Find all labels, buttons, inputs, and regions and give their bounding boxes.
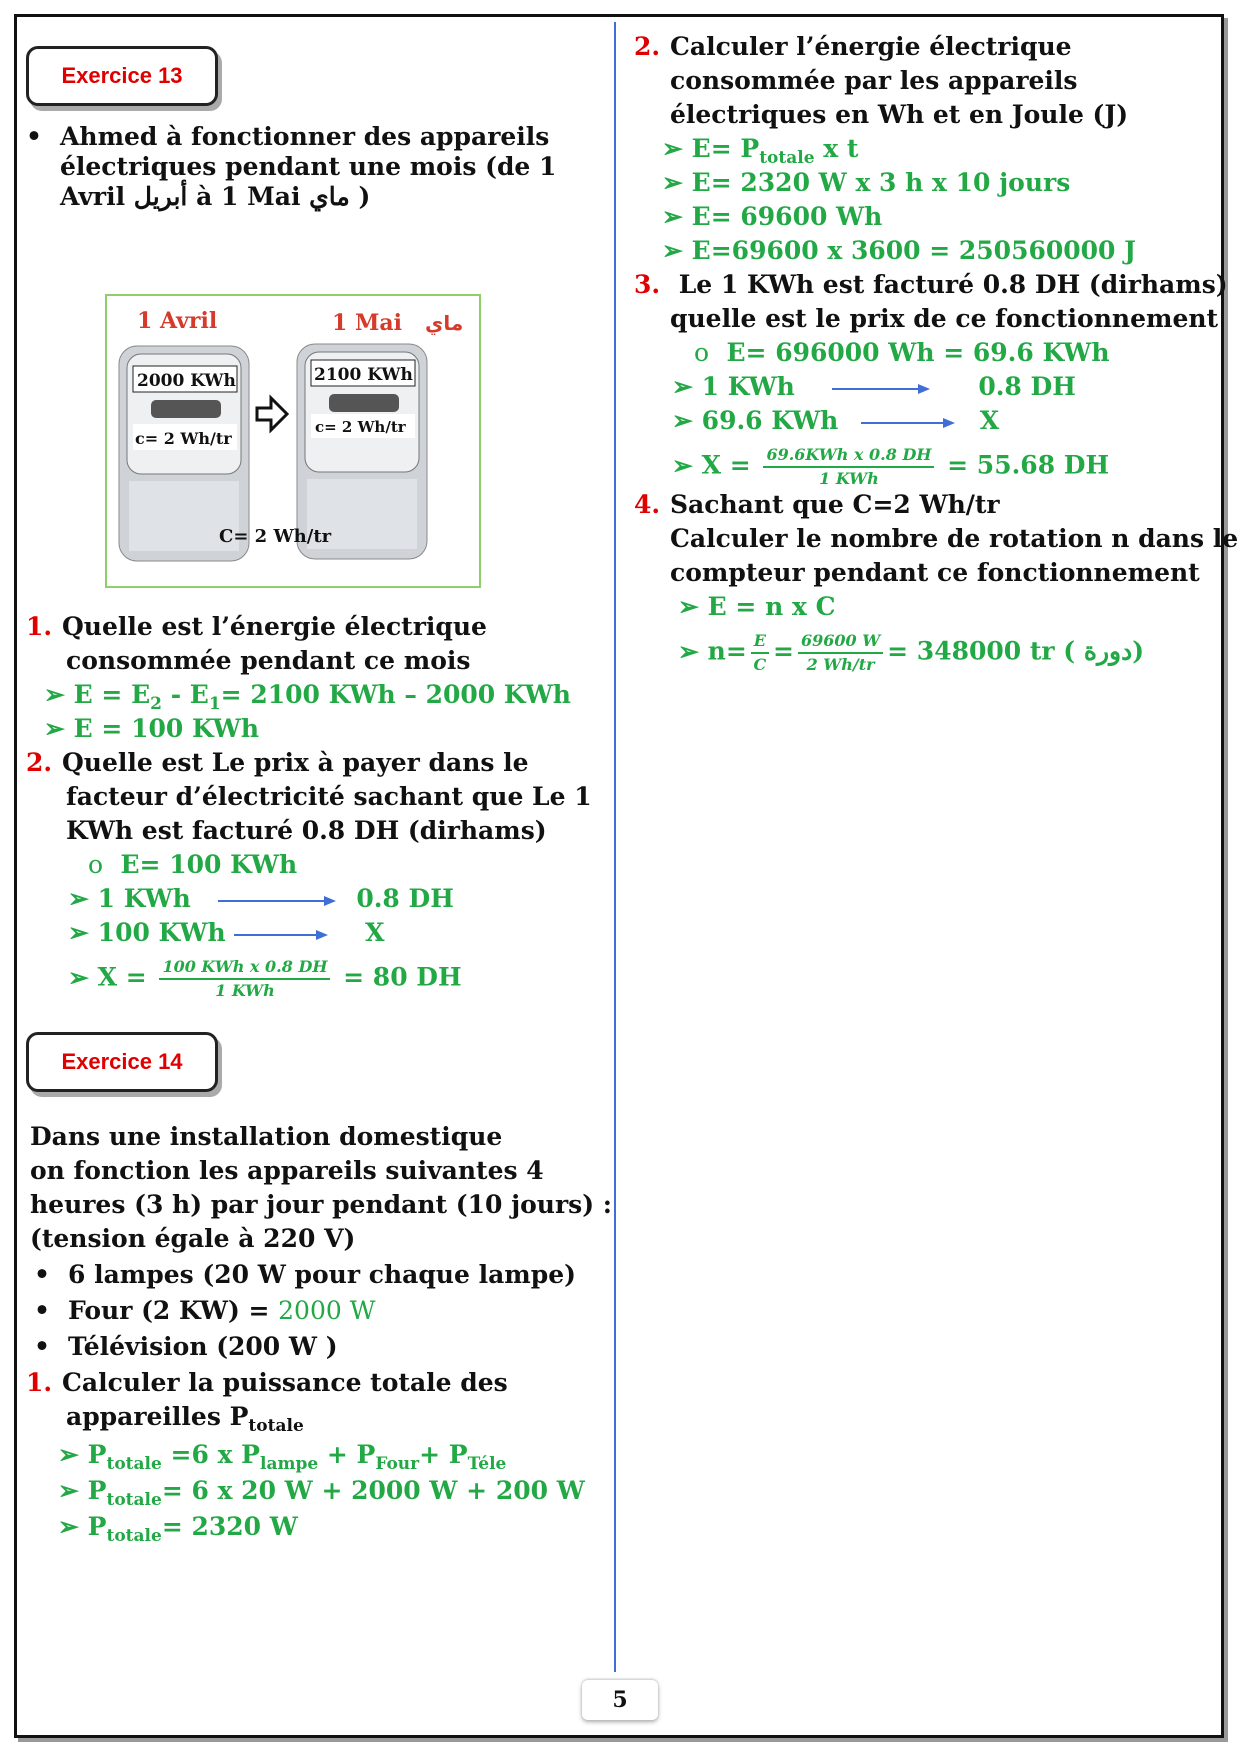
- ex14-item-lamps: • 6 lampes (20 W pour chaque lampe): [34, 1260, 576, 1289]
- ex14-answer-3-rule-1: ➢ 1 KWh 0.8 DH: [672, 372, 1076, 401]
- exercise-14-title: Exercice 14: [26, 1032, 218, 1092]
- meter-figure: [105, 294, 481, 588]
- ex14-question-1: 1. Calculer la puissance totale des: [26, 1368, 508, 1397]
- ex14-intro-2: on fonction les appareils suivantes 4: [30, 1156, 544, 1185]
- ex14-answer-2-line3: ➢ E= 69600 Wh: [662, 202, 883, 231]
- ex13-question-1-line2: consommée pendant ce mois: [66, 646, 471, 675]
- blue-arrow-icon: [832, 382, 932, 396]
- ex13-answer-2-formula: ➢ X = $\frac{\text{100 KWh x 0.8 DH}}{\text{1 KWh}}$ = 80 DH: [68, 957, 462, 1000]
- meter-2-constant: c= 2 Wh/tr: [315, 418, 406, 436]
- ex14-question-4: 4. Sachant que C=2 Wh/tr: [634, 490, 1000, 519]
- ex14-answer-1-line3: ➢ $P_{totale}= 2320$ W: [58, 1512, 298, 1546]
- ex14-question-1-line2: appareilles $P_{totale}$: [66, 1402, 304, 1436]
- ex13-answer-2-rule-1: ➢ 1 KWh 0.8 DH: [68, 884, 454, 913]
- figure-caption: C= 2 Wh/tr: [219, 526, 332, 547]
- label-mai: 1 Mai: [332, 310, 402, 336]
- ex13-intro-3: Avril أبريل à 1 Mai ماي ): [60, 182, 371, 211]
- ex14-item-tv: • Télévision (200 W ): [34, 1332, 338, 1361]
- ex14-question-2: 2. Calculer l’énergie électrique: [634, 32, 1072, 61]
- ex14-question-4-line2: Calculer le nombre de rotation n dans le: [670, 524, 1239, 553]
- ex13-intro-2: électriques pendant une mois (de 1: [60, 152, 557, 181]
- ex14-answer-1-line1: ➢ $P_{totale} =6$ x $P_{lampe} + P_{Four}+ P_{Téle}$: [58, 1440, 507, 1474]
- page-number: 5: [582, 1680, 658, 1720]
- ex14-intro-3: heures (3 h) par jour pendant (10 jours) :: [30, 1190, 612, 1219]
- ex14-answer-4-line1: ➢ E = n x C: [678, 592, 836, 621]
- ex14-answer-3-rule-2: ➢ 69.6 KWh X: [672, 406, 1000, 435]
- ex13-question-2: 2. Quelle est Le prix à payer dans le: [26, 748, 529, 777]
- column-divider: [614, 22, 616, 1672]
- ex14-intro-4: (tension égale à 220 V): [30, 1224, 356, 1253]
- ex14-answer-4-formula: ➢ n= $\frac{E}{C}$ = $\frac{69600 W}{2 Wh/tr}$ = 348000 tr ( دورة): [678, 631, 1145, 674]
- meter-1-reading: 2000 KWh: [137, 371, 236, 391]
- ex14-answer-3-energy: o E= 696000 Wh = 69.6 KWh: [694, 338, 1110, 367]
- ex13-answer-1-line1: ➢ $E = E_2 - E_1= 2100$ KWh – 2000 KWh: [44, 680, 571, 714]
- ex14-answer-2-line2: ➢ E= 2320 W x 3 h x 10 jours: [662, 168, 1071, 197]
- ex13-question-1: 1. Quelle est l’énergie électrique: [26, 612, 487, 641]
- ex13-answer-2-rule-2: ➢ 100 KWh X: [68, 918, 385, 947]
- ex14-answer-3-formula: ➢ X = $\frac{\text{69.6KWh x 0.8 DH}}{\text{1 KWh}}$ = 55.68 DH: [672, 445, 1110, 488]
- ex14-question-4-line3: compteur pendant ce fonctionnement: [670, 558, 1200, 587]
- ex13-intro-1: • Ahmed à fonctionner des appareils: [26, 122, 550, 151]
- ex13-answer-1-line2: ➢ E = 100 KWh: [44, 714, 260, 743]
- blue-arrow-icon: [234, 928, 330, 942]
- blue-arrow-icon: [861, 416, 957, 430]
- ex14-question-2-line2: consommée par les appareils: [670, 66, 1078, 95]
- ex13-question-2-line2: facteur d’électricité sachant que Le 1: [66, 782, 592, 811]
- right-arrow-icon: [257, 398, 287, 430]
- ex13-question-2-line3: KWh est facturé 0.8 DH (dirhams): [66, 816, 547, 845]
- label-avril: 1 Avril: [137, 308, 218, 334]
- meters-illustration: [107, 296, 479, 586]
- ex14-question-3-line2: quelle est le prix de ce fonctionnement: [670, 304, 1219, 333]
- exercise-13-title: Exercice 13: [26, 46, 218, 106]
- ex14-answer-2-line1: ➢ $E= P_{totale}$ x t: [662, 134, 859, 168]
- meter-1-constant: c= 2 Wh/tr: [135, 429, 232, 448]
- ex14-intro-1: Dans une installation domestique: [30, 1122, 503, 1151]
- blue-arrow-icon: [218, 894, 338, 908]
- label-mai-arabic: ماي: [425, 311, 464, 335]
- ex14-item-oven: • Four (2 KW) = 2000 W: [34, 1296, 376, 1325]
- meter-2-reading: 2100 KWh: [314, 365, 413, 385]
- ex14-question-2-line3: électriques en Wh et en Joule (J): [670, 100, 1129, 129]
- ex14-question-3: 3. Le 1 KWh est facturé 0.8 DH (dirhams): [634, 270, 1228, 299]
- ex14-answer-1-line2: ➢ $P_{totale}= 6$ x 20 W + 2000 W + 200 W: [58, 1476, 585, 1510]
- ex14-answer-2-line4: ➢ E=69600 x 3600 = 250560000 J: [662, 236, 1136, 265]
- ex13-answer-2-energy: o E= 100 KWh: [88, 850, 298, 879]
